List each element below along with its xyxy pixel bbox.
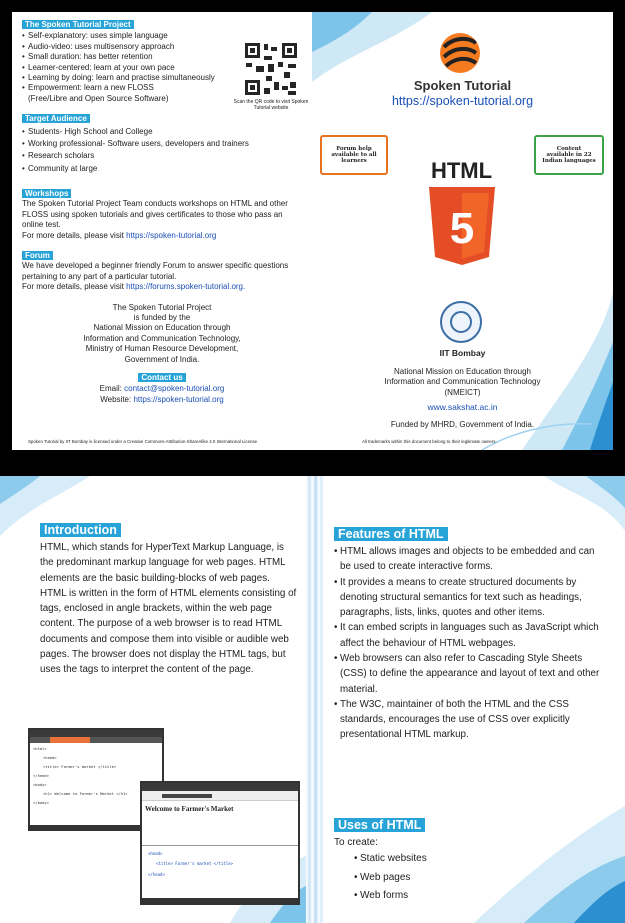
browser-screenshot bbox=[140, 781, 300, 905]
code-line: <title> Farmer's market </title> bbox=[43, 763, 117, 769]
browser-code bbox=[142, 846, 298, 883]
audience-points bbox=[22, 126, 302, 176]
project-point: • Audio-video: uses multisensory approach bbox=[22, 42, 237, 52]
browser-addressbar bbox=[142, 791, 298, 801]
uses-title: Uses of HTML bbox=[334, 818, 425, 832]
forum-section bbox=[22, 251, 302, 293]
website-link[interactable]: https://spoken-tutorial.org bbox=[133, 394, 224, 404]
workshops-title: Workshops bbox=[22, 189, 71, 198]
sakshat-link[interactable]: www.sakshat.ac.in bbox=[427, 402, 498, 412]
funding-line: Government of India. bbox=[124, 354, 200, 364]
project-point: • Self-explanatory: uses simple language bbox=[22, 31, 237, 41]
forum-more bbox=[22, 282, 302, 292]
project-point: • Learner-centered: learn at your own pace bbox=[22, 63, 237, 73]
intro-title: Introduction bbox=[40, 523, 121, 537]
trademark-text: All trademarks within this document belong to their legitimate owners. bbox=[362, 439, 497, 444]
browser-code-line: <title> Farmer's market </title> bbox=[156, 861, 234, 867]
qr-code-image bbox=[244, 42, 298, 96]
project-point: • Empowerment: learn a new FLOSS bbox=[22, 83, 237, 93]
qr-caption: Scan the QR code to visit Spoken Tutorial website bbox=[233, 99, 309, 111]
code-line: </head> bbox=[33, 772, 50, 778]
funding-line: Ministry of Human Resource Development, bbox=[85, 344, 239, 354]
brochure-cover-panel bbox=[312, 12, 613, 450]
contact-email bbox=[22, 384, 302, 395]
features-title: Features of HTML bbox=[334, 527, 448, 541]
audience-section bbox=[22, 114, 302, 175]
code-line: <h1> Welcome to Farmer's Market </h1> bbox=[43, 790, 128, 796]
contact-section bbox=[22, 373, 302, 405]
feature-item: • It can embed scripts in languages such as JavaScript which affect the behaviour of HTML webpages. bbox=[334, 620, 604, 651]
brand-name: Spoken Tutorial bbox=[413, 78, 512, 93]
browser-statusbar bbox=[142, 898, 298, 903]
nmeict-line: National Mission on Education through bbox=[394, 367, 531, 376]
use-item: • Web forms bbox=[354, 887, 604, 906]
project-point: • Learning by doing: learn and practise simultaneously bbox=[22, 73, 237, 83]
email-link[interactable]: contact@spoken-tutorial.org bbox=[124, 383, 225, 393]
feature-item: • It provides a means to create structured documents by denoting structural semantics for text such as headings, paragraphs, lists, links, quotes and other items. bbox=[334, 575, 604, 621]
license-text: Spoken Tutorial by IIT Bombay is licensed under a Creative Commons Attribution-ShareAlike 4.0 International License bbox=[28, 439, 258, 444]
floss-expansion: (Free/Libre and Open Source Software) bbox=[28, 93, 169, 103]
brand-url[interactable]: https://spoken-tutorial.org bbox=[391, 94, 534, 108]
editor-titlebar bbox=[30, 730, 162, 737]
html5-shield-icon bbox=[427, 187, 497, 267]
uses-intro: To create: bbox=[334, 837, 378, 848]
project-point: • Small duration: has better retention bbox=[22, 52, 237, 62]
qr-code bbox=[244, 42, 298, 96]
nmeict-line: (NMEICT) bbox=[444, 387, 481, 397]
funding-line: is funded by the bbox=[133, 312, 191, 322]
uses-list bbox=[354, 850, 604, 906]
forum-title: Forum bbox=[22, 251, 53, 260]
feature-item: • Web browsers can also refer to Cascading Style Sheets (CSS) to define the appearance and layout of text and other material. bbox=[334, 651, 604, 697]
forum-link[interactable]: https://forums.spoken-tutorial.org. bbox=[126, 282, 246, 292]
brochure-back-panel bbox=[12, 12, 312, 450]
use-item: • Web pages bbox=[354, 869, 604, 888]
spoken-tutorial-logo-icon bbox=[440, 33, 480, 73]
funding-line: Information and Communication Technology, bbox=[83, 333, 241, 343]
badge-forum-help-text: Forum help available to all learners bbox=[331, 146, 377, 164]
audience-point: • Community at large bbox=[22, 163, 302, 175]
workshops-text: The Spoken Tutorial Project Team conducts workshops on HTML and other FLOSS using spoken tutorials and gives certificates to those who pass an online test. bbox=[22, 199, 288, 230]
html5-number: 5 bbox=[449, 204, 475, 253]
project-title: The Spoken Tutorial Project bbox=[22, 20, 134, 29]
html-word: HTML bbox=[430, 158, 493, 183]
funding-line: The Spoken Tutorial Project bbox=[112, 302, 212, 312]
fold-divider bbox=[306, 476, 324, 923]
audience-title: Target Audience bbox=[22, 114, 90, 123]
workshops-link[interactable]: https://spoken-tutorial.org bbox=[126, 230, 217, 240]
nmeict-block bbox=[312, 367, 613, 398]
project-points bbox=[22, 31, 237, 93]
workshops-more-text: For more details, please visit bbox=[22, 230, 124, 240]
institute-name: IIT Bombay bbox=[439, 348, 486, 358]
browser-heading: Welcome to Farmer's Market bbox=[142, 801, 298, 846]
browser-code-line: </head> bbox=[148, 871, 165, 877]
workshops-more bbox=[22, 231, 302, 241]
badge-languages-text: Content available in 22 Indian languages bbox=[542, 146, 596, 164]
email-label: Email: bbox=[99, 383, 122, 393]
brochure-inside-right bbox=[324, 476, 625, 923]
brochure-inside-left bbox=[0, 476, 306, 923]
forum-text: We have developed a beginner friendly Forum to answer specific questions pertaining to any part of a particular tutorial. bbox=[22, 261, 289, 281]
forum-more-text: For more details, please visit bbox=[22, 282, 124, 292]
features-list bbox=[334, 544, 604, 743]
audience-point: • Research scholars bbox=[22, 150, 302, 162]
feature-item: • HTML allows images and objects to be embedded and can be used to create interactive forms. bbox=[334, 544, 604, 575]
feature-item: • The W3C, maintainer of both the HTML and the CSS standards, encourages the use of CSS over explicitly presentational HTML markup. bbox=[334, 697, 604, 743]
browser-code-line: <head> bbox=[148, 851, 163, 856]
workshops-section bbox=[22, 189, 302, 241]
code-line: <body> bbox=[33, 781, 47, 787]
use-item: • Static websites bbox=[354, 850, 604, 869]
audience-point: • Students- High School and College bbox=[22, 126, 302, 138]
nmeict-line: Information and Communication Technology bbox=[384, 377, 541, 387]
iit-bombay-logo-icon bbox=[440, 301, 482, 343]
code-line: </body> bbox=[33, 799, 50, 805]
audience-point: • Working professional- Software users, developers and trainers bbox=[22, 138, 302, 150]
browser-titlebar bbox=[142, 783, 298, 791]
funding-line: National Mission on Education through bbox=[93, 323, 231, 333]
contact-title: Contact us bbox=[138, 373, 185, 382]
code-line: <head> bbox=[43, 754, 57, 760]
code-line: <html> bbox=[33, 746, 47, 751]
website-label: Website: bbox=[100, 394, 132, 404]
funding-statement bbox=[22, 303, 302, 365]
contact-website bbox=[22, 395, 302, 406]
intro-text: HTML, which stands for HyperText Markup Language, is the predominant markup language for web pages. HTML elements are the basic building-blocks of web pages. HTML is written in the form of HTML elements consisting of tags, enclosed in angle brackets, within the web page content. The purpose of a web browser is to read HTML documents and compose them into visible or audible web pages. The browser does not display the HTML tags, but uses the tags to interpret the content of the page. bbox=[40, 542, 297, 676]
funded-by: Funded by MHRD, Government of India. bbox=[390, 420, 535, 429]
